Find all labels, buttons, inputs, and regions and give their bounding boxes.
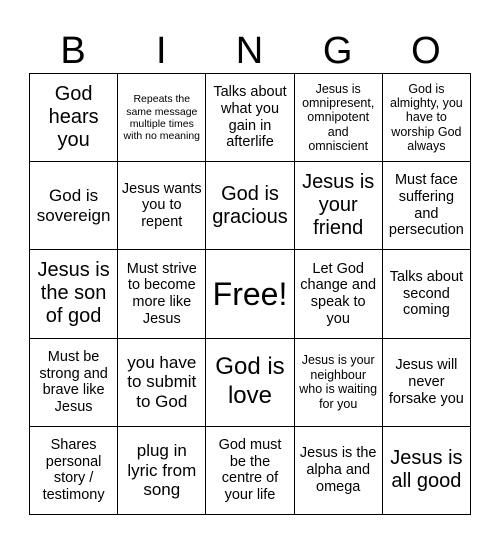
bingo-cell[interactable]: God hears you bbox=[30, 74, 118, 162]
header-letter-i: I bbox=[156, 30, 167, 72]
bingo-cell[interactable]: Talks about what you gain in afterlife bbox=[206, 74, 294, 162]
bingo-cell[interactable]: Jesus will never forsake you bbox=[383, 339, 471, 427]
bingo-cell[interactable]: Jesus is the son of god bbox=[30, 250, 118, 338]
bingo-cell[interactable]: Jesus is the alpha and omega bbox=[295, 427, 383, 515]
bingo-cell[interactable]: Must be strong and brave like Jesus bbox=[30, 339, 118, 427]
bingo-cell[interactable]: Jesus is your neighbour who is waiting for you bbox=[295, 339, 383, 427]
bingo-cell[interactable]: Let God change and speak to you bbox=[295, 250, 383, 338]
bingo-cell[interactable]: Jesus wants you to repent bbox=[118, 162, 206, 250]
bingo-cell[interactable]: God is almighty, you have to worship God always bbox=[383, 74, 471, 162]
header-letter-o: O bbox=[411, 30, 441, 72]
bingo-cell[interactable]: God is gracious bbox=[206, 162, 294, 250]
bingo-header bbox=[29, 28, 470, 74]
bingo-cell[interactable]: Jesus is omnipresent, omnipotent and omniscient bbox=[295, 74, 383, 162]
bingo-cell[interactable]: Jesus is all good bbox=[383, 427, 471, 515]
bingo-cell[interactable]: God is love bbox=[206, 339, 294, 427]
bingo-cell[interactable]: God is sovereign bbox=[30, 162, 118, 250]
bingo-cell[interactable]: plug in lyric from song bbox=[118, 427, 206, 515]
header-letter-b: B bbox=[60, 30, 86, 72]
header-letter-g: G bbox=[322, 30, 353, 72]
bingo-cell[interactable]: Shares personal story / testimony bbox=[30, 427, 118, 515]
bingo-grid bbox=[29, 73, 471, 515]
bingo-cell[interactable]: Must face suffering and persecution bbox=[383, 162, 471, 250]
bingo-cell[interactable]: Must strive to become more like Jesus bbox=[118, 250, 206, 338]
free-space-cell[interactable]: Free! bbox=[206, 250, 294, 338]
bingo-cell[interactable]: Repeats the same message multiple times with no meaning bbox=[118, 74, 206, 162]
bingo-cell[interactable]: you have to submit to God bbox=[118, 339, 206, 427]
header-letter-n: N bbox=[235, 30, 264, 72]
bingo-cell[interactable]: Talks about second coming bbox=[383, 250, 471, 338]
bingo-cell[interactable]: Jesus is your friend bbox=[295, 162, 383, 250]
bingo-cell[interactable]: God must be the centre of your life bbox=[206, 427, 294, 515]
